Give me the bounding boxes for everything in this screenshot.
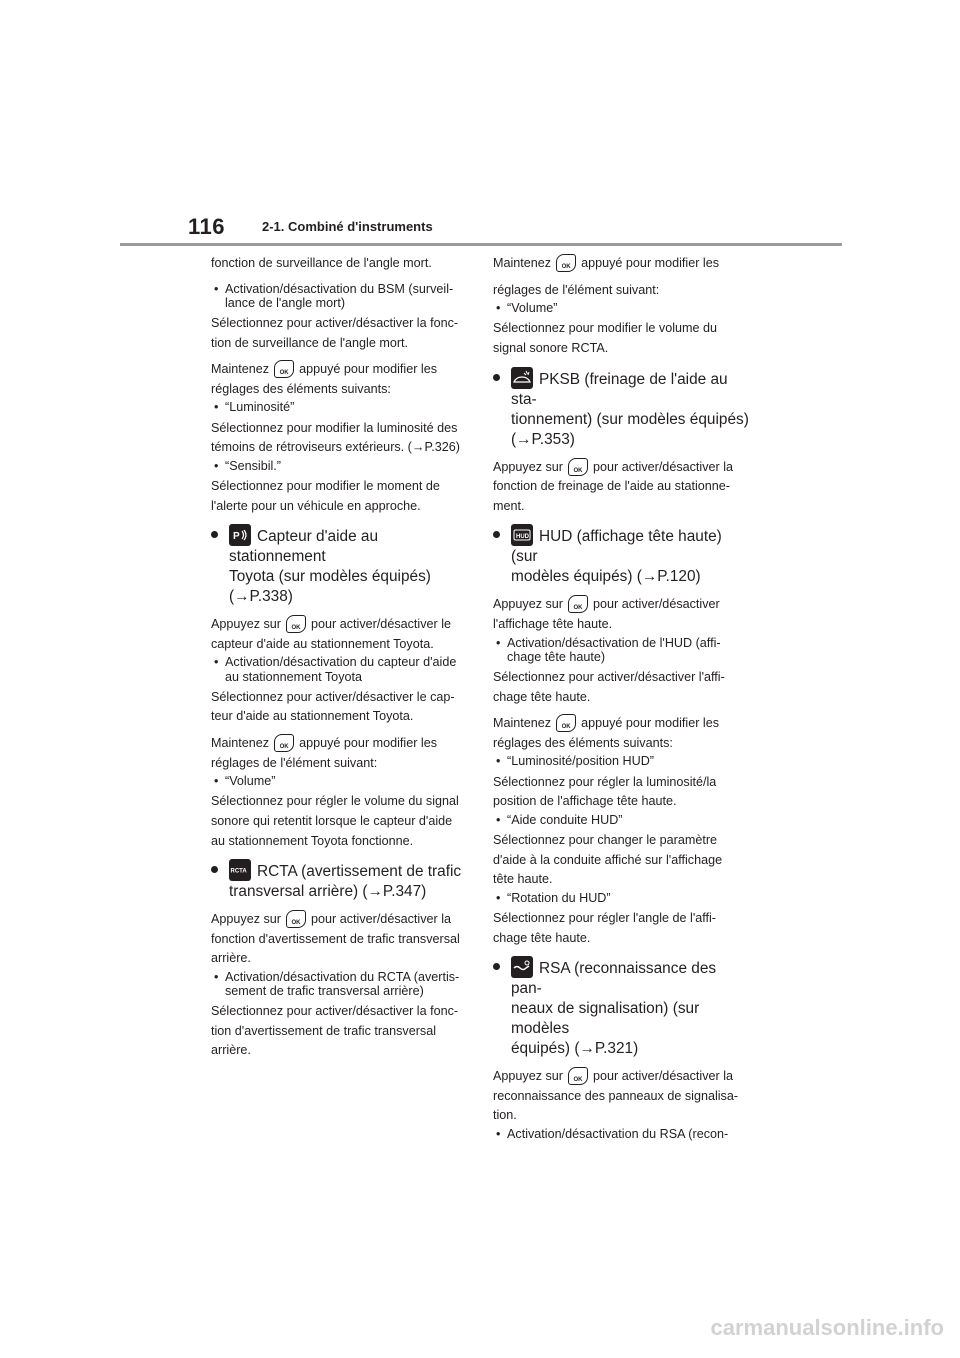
rcta-icon (229, 859, 251, 881)
text-line: Sélectionnez pour activer/désactiver la fonc- (211, 316, 459, 330)
text-line: teur d'aide au stationnement Toyota. (211, 709, 414, 724)
text-line: tête haute. (493, 872, 553, 887)
hud-icon (511, 524, 533, 546)
svg-text:P: P (233, 531, 240, 543)
text-line: Maintenez OK appuyé pour modifier les (493, 256, 720, 270)
text-line: tion d'avertissement de trafic transversal (211, 1023, 436, 1038)
text-line: réglages des éléments suivants: (211, 381, 391, 396)
parking-sensor-icon (229, 524, 251, 546)
text-line: réglages des éléments suivants: (493, 735, 673, 750)
bullet-item: • Activation/désactivation du RSA (recon- (493, 1127, 751, 1141)
text-line: fonction de freinage de l'aide au stationne- (493, 479, 730, 494)
text-line: position de l'affichage tête haute. (493, 794, 677, 809)
text-line: tion de surveillance de l'angle mort. (211, 335, 409, 350)
watermark: carmanualsonline.info (710, 1315, 944, 1340)
text-line: Appuyez sur OK pour activer/désactiver la (211, 912, 452, 927)
text-line: signal sonore RCTA. (493, 340, 609, 355)
text-line: Maintenez OK appuyé pour modifier les (493, 716, 720, 731)
text-line: Sélectionnez pour activer/désactiver la fonc- (211, 1004, 459, 1019)
text-line: Sélectionnez pour régler l'angle de l'affi- (493, 910, 717, 925)
bullet-dot-icon (493, 531, 500, 538)
text-line: chage tête haute. (493, 689, 591, 704)
text-line: arrière. (211, 1043, 251, 1058)
text-line: au stationnement Toyota fonctionne. (211, 833, 414, 848)
text-line: Sélectionnez pour modifier le moment de (211, 478, 440, 493)
bullet-item: • “Volume” (493, 301, 751, 315)
left-column (211, 254, 469, 1061)
text-line: Maintenez OK appuyé pour modifier les (211, 362, 438, 377)
bullet-item: • “Rotation du HUD” (493, 891, 751, 905)
ok-button-icon: OK (274, 734, 294, 752)
text-line: d'aide à la conduite affiché sur l'affichage (493, 852, 723, 867)
section-heading: RSA (reconnaissance des pan- neaux de signalisation) (sur modèles équipés) (→P.321) (493, 956, 751, 1059)
bullet-item: • “Sensibil.” (211, 459, 469, 473)
bullet-item: • “Luminosité/position HUD” (493, 754, 751, 768)
section-heading: PKSB (freinage de l'aide au sta- tionnement) (sur modèles équipés) (→P.353) (493, 367, 751, 450)
svg-text:RCTA: RCTA (230, 868, 247, 875)
section-heading: HUD HUD (affichage tête haute) (sur modèles équipés) (→P.120) (493, 524, 751, 587)
right-column (493, 254, 751, 1145)
text-line: fonction de surveillance de l'angle mort. (211, 256, 432, 270)
text-line: Sélectionnez pour régler la luminosité/la (493, 774, 717, 789)
text-line: arrière. (211, 951, 251, 966)
text-line: Sélectionnez pour régler le volume du signal (211, 794, 459, 809)
svg-text:HUD: HUD (516, 534, 529, 541)
bullet-item: • “Aide conduite HUD” (493, 813, 751, 827)
ok-button-icon: OK (568, 595, 588, 613)
text-line: capteur d'aide au stationnement Toyota. (211, 636, 434, 651)
bullet-dot-icon (211, 866, 218, 873)
text-line: Appuyez sur OK pour activer/désactiver la (493, 459, 734, 474)
text-line: l'affichage tête haute. (493, 616, 613, 631)
text-line: Sélectionnez pour activer/désactiver le cap- (211, 689, 455, 704)
section-heading: P Capteur d'aide au stationnement Toyota (sur modèles équipés) (→P.338) (211, 524, 469, 607)
bullet-item: • Activation/désactivation de l'HUD (affi-chage tête haute) (493, 636, 751, 664)
text-line: chage tête haute. (493, 930, 591, 945)
text-line: reconnaissance des panneaux de signalisa- (493, 1088, 739, 1103)
text-line: Appuyez sur OK pour activer/désactiver la (493, 1069, 734, 1084)
bullet-item: • Activation/désactivation du BSM (surveil-lance de l'angle mort) (211, 282, 469, 310)
bullet-dot-icon (211, 531, 218, 538)
text-line: Maintenez OK appuyé pour modifier les (211, 735, 438, 750)
ok-button-icon: OK (568, 458, 588, 476)
text-line: Sélectionnez pour modifier la luminosité des (211, 420, 458, 435)
pksb-icon (511, 367, 533, 389)
bullet-item: • “Volume” (211, 774, 469, 788)
text-line: Appuyez sur OK pour activer/désactiver (493, 597, 720, 612)
bullet-item: • Activation/désactivation du RCTA (avertis-sement de trafic transversal arrière) (211, 970, 469, 998)
header-divider (120, 243, 842, 246)
road-sign-assist-icon (511, 956, 533, 978)
text-line: Sélectionnez pour modifier le volume du (493, 321, 718, 336)
text-line: Sélectionnez pour activer/désactiver l'affi- (493, 669, 725, 684)
section-heading: RCTA RCTA (avertissement de trafic transversal arrière) (→P.347) (211, 859, 469, 902)
ok-button-icon: OK (274, 360, 294, 378)
section-title: 2-1. Combiné d'instruments (262, 219, 433, 234)
bullet-item: • “Luminosité” (211, 400, 469, 414)
text-line: l'alerte pour un véhicule en approche. (211, 498, 421, 513)
bullet-item: • Activation/désactivation du capteur d'aide au stationnement Toyota (211, 655, 469, 683)
ok-button-icon: OK (556, 714, 576, 732)
bullet-dot-icon (493, 374, 500, 381)
ok-button-icon: OK (556, 254, 576, 272)
text-line: Sélectionnez pour changer le paramètre (493, 832, 718, 847)
ok-button-icon: OK (286, 615, 306, 633)
bullet-dot-icon (493, 963, 500, 970)
ok-button-icon: OK (568, 1067, 588, 1085)
text-line: témoins de rétroviseurs extérieurs. (→P.326) (211, 440, 460, 455)
text-line: ment. (493, 498, 525, 513)
ok-button-icon: OK (286, 910, 306, 928)
text-line: tion. (493, 1108, 517, 1123)
text-line: Appuyez sur OK pour activer/désactiver le (211, 617, 452, 632)
text-line: sonore qui retentit lorsque le capteur d'aide (211, 813, 453, 828)
text-line: réglages de l'élément suivant: (493, 282, 660, 297)
text-line: fonction d'avertissement de trafic transversal (211, 931, 460, 946)
page-number: 116 (188, 214, 225, 239)
text-line: réglages de l'élément suivant: (211, 755, 378, 770)
